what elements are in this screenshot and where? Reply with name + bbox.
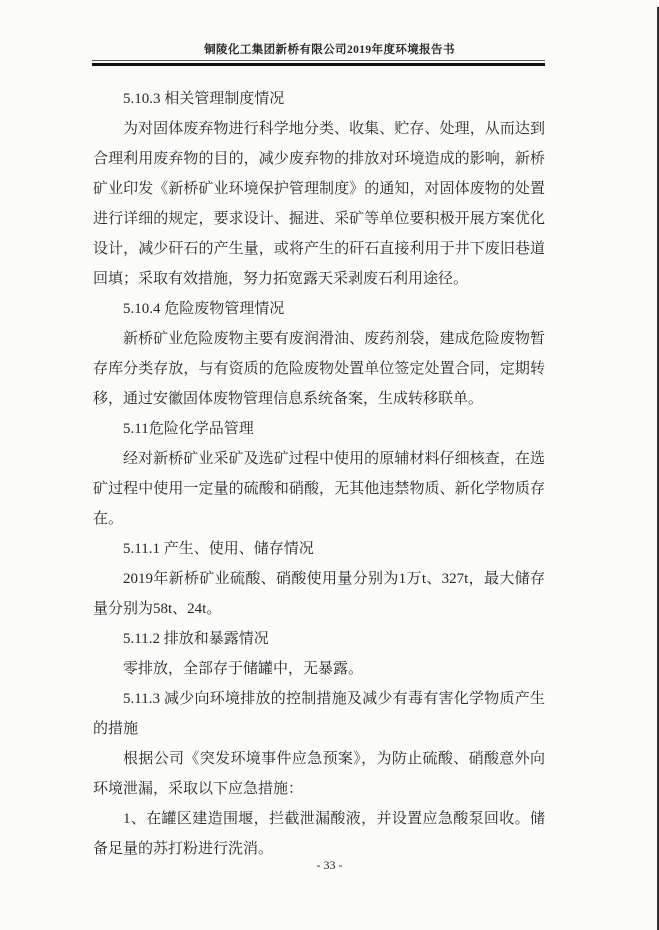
header-rule	[92, 60, 545, 66]
section-heading-line: 5.11.1 产生、使用、储存情况	[123, 541, 314, 557]
paragraph-line: 存库分类存放，与有资质的危险废物处置单位签定处置合同，定期转	[93, 361, 545, 377]
paragraph-line: 2019年新桥矿业硫酸、硝酸使用量分别为1万t、327t，最大储存	[123, 571, 545, 587]
section-heading-line: 5.11危险化学品管理	[123, 421, 254, 437]
paragraph-line: 环境泄漏，采取以下应急措施：	[93, 781, 304, 797]
paragraph-line: 回填；采取有效措施，努力拓宽露天采剥废石利用途径。	[93, 271, 469, 287]
section-heading-line: 5.11.3 减少向环境排放的控制措施及减少有毒有害化学物质产生	[123, 691, 545, 707]
section-heading-line: 的措施	[93, 721, 139, 737]
page-number: - 33 -	[316, 858, 343, 872]
paragraph-line: 经对新桥矿业采矿及选矿过程中使用的原辅材料仔细核查，在选	[123, 451, 545, 467]
document-body	[93, 84, 545, 864]
paragraph-line: 零排放，全部存于储罐中，无暴露。	[123, 661, 364, 677]
paragraph-line: 1、在罐区建造围堰，拦截泄漏酸液，并设置应急酸泵回收。储	[123, 811, 545, 827]
paragraph-line: 合理利用废弃物的目的，减少废弃物的排放对环境造成的影响，新桥	[93, 151, 545, 167]
paragraph-line: 设计，减少矸石的产生量，或将产生的矸石直接利用于井下废旧巷道	[93, 241, 545, 257]
paragraph-line: 矿过程中使用一定量的硫酸和硝酸，无其他违禁物质、新化学物质存	[93, 481, 545, 497]
paragraph-line: 为对固体废弃物进行科学地分类、收集、贮存、处理，从而达到	[123, 121, 545, 137]
paragraph-line: 在。	[93, 511, 124, 527]
paragraph-line: 量分别为58t、24t。	[93, 601, 222, 617]
paragraph-line: 进行详细的规定，要求设计、掘进、采矿等单位要积极开展方案优化	[93, 211, 545, 227]
paragraph-line: 矿业印发《新桥矿业环境保护管理制度》的通知，对固体废物的处置	[93, 181, 545, 197]
section-heading-line: 5.10.3 相关管理制度情况	[123, 91, 285, 107]
paragraph-line: 根据公司《突发环境事件应急预案》，为防止硫酸、硝酸意外向	[123, 751, 545, 767]
section-heading-line: 5.11.2 排放和暴露情况	[123, 631, 269, 647]
paragraph-line: 新桥矿业危险废物主要有废润滑油、废药剂袋，建成危险废物暂	[123, 331, 545, 347]
section-heading-line: 5.10.4 危险废物管理情况	[123, 301, 285, 317]
paragraph-line: 移，通过安徽固体废物管理信息系统备案，生成转移联单。	[93, 391, 484, 407]
running-header: 铜陵化工集团新桥有限公司2019年度环境报告书	[204, 44, 455, 56]
paragraph-line: 备足量的苏打粉进行洗消。	[93, 841, 274, 857]
